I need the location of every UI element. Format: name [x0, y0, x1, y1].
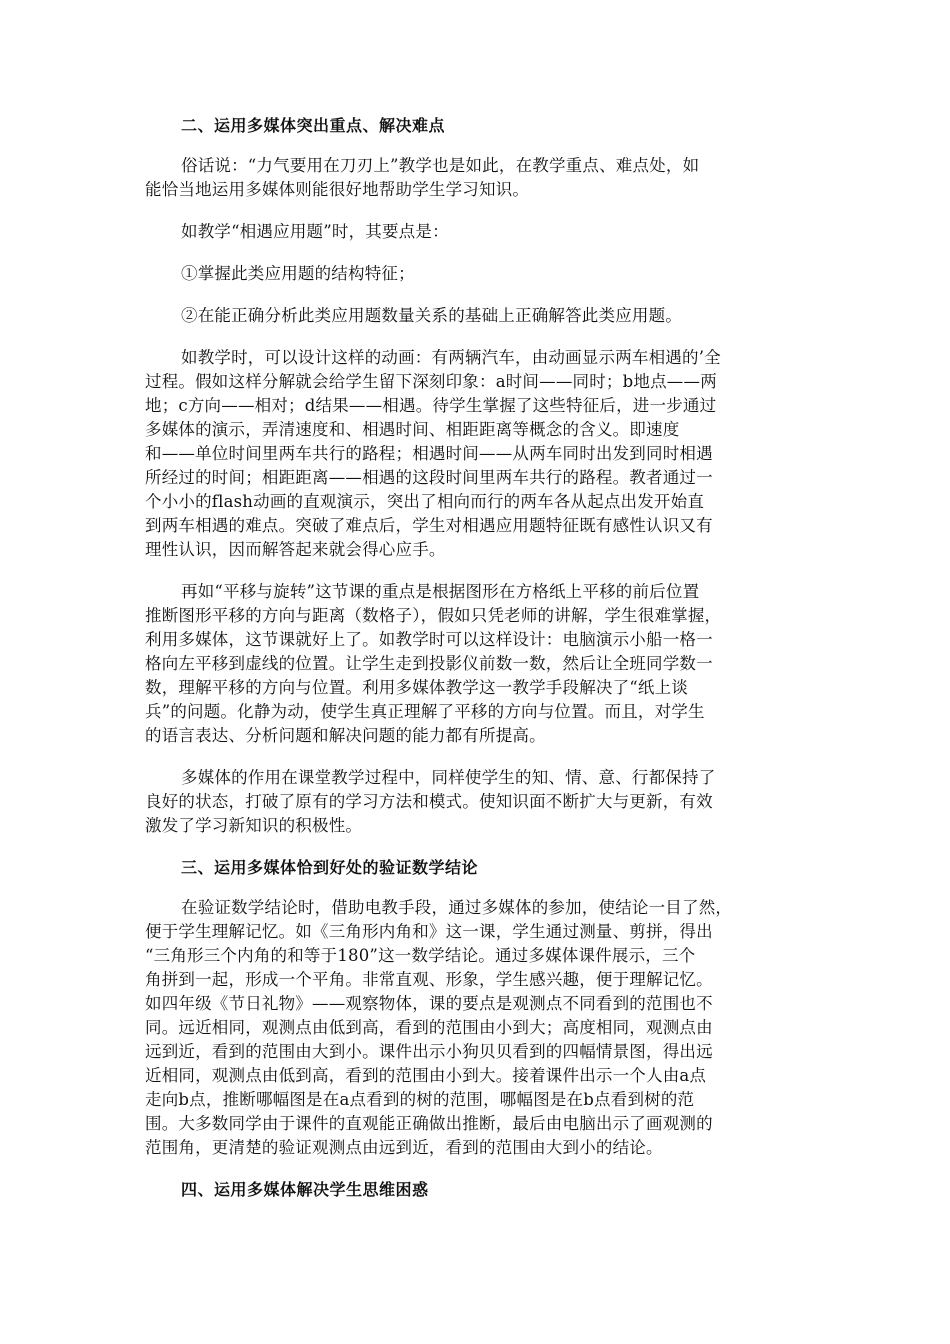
paragraph-line: 如教学时，可以设计这样的动画：有两辆汽车，由动画显示两车相遇的’全: [181, 348, 721, 367]
paragraph-line: 和——单位时间里两车共行的路程；相遇时间——从两车同时出发到同时相遇: [145, 444, 713, 463]
paragraph-line: 过程。假如这样分解就会给学生留下深刻印象：a时间——同时；b地点——两: [145, 372, 717, 391]
paragraph-line: 如四年级《节日礼物》——观察物体，课的要点是观测点不同看到的范围也不: [145, 994, 713, 1013]
body-paragraph: [145, 766, 800, 838]
paragraph-line: 便于学生理解记忆。如《三角形内角和》这一课，学生通过测量、剪拼，得出: [145, 922, 713, 941]
body-paragraph: [145, 262, 800, 286]
paragraph-line: 在验证数学结论时，借助电教手段，通过多媒体的参加，使结论一目了然，: [181, 898, 733, 917]
paragraph-line: 地；c方向——相对；d结果——相遇。待学生掌握了这些特征后，进一步通过: [145, 396, 717, 415]
paragraph-line: 范围角，更清楚的验证观测点由远到近，看到的范围由大到小的结论。: [145, 1138, 663, 1157]
paragraph-line: 俗话说：“力气要用在刀刃上”教学也是如此，在教学重点、难点处，如: [181, 156, 700, 175]
paragraph-line: 围。大多数同学由于课件的直观能正确做出推断，最后由电脑出示了画观测的: [145, 1114, 713, 1133]
section-heading: 三、运用多媒体恰到好处的验证数学结论: [181, 858, 479, 877]
paragraph-line: 到两车相遇的难点。突破了难点后，学生对相遇应用题特征既有感性认识又有: [145, 516, 713, 535]
paragraph-line: 角拼到一起，形成一个平角。非常直观、形象，学生感兴趣，便于理解记忆。: [145, 970, 713, 989]
body-paragraph: [145, 304, 800, 328]
paragraph-line: 近相同，观测点由低到高，看到的范围由小到大。接着课件出示一个人由a点: [145, 1066, 707, 1085]
paragraph-line: 推断图形平移的方向与距离（数格子），假如只凭老师的讲解，学生很难掌握，: [145, 606, 722, 625]
paragraph-line: 同。远近相同，观测点由低到高，看到的范围由小到大；高度相同，观测点由: [145, 1018, 713, 1037]
paragraph-line: 理性认识，因而解答起来就会得心应手。: [145, 540, 446, 559]
paragraph-line: 如教学“相遇应用题”时，其要点是：: [181, 222, 449, 241]
section-heading: 四、运用多媒体解决学生思维困惑: [181, 1180, 429, 1199]
paragraph-line: 走向b点，推断哪幅图是在a点看到的树的范围，哪幅图是在b点看到树的范: [145, 1090, 695, 1109]
section-heading: 二、运用多媒体突出重点、解决难点: [181, 116, 446, 135]
paragraph-line: 多媒体的作用在课堂教学过程中，同样使学生的知、情、意、行都保持了: [181, 768, 716, 787]
body-paragraph: [145, 896, 800, 1160]
paragraph-line: ②在能正确分析此类应用题数量关系的基础上正确解答此类应用题。: [181, 306, 682, 325]
body-paragraph: [145, 580, 800, 748]
body-paragraph: [145, 220, 800, 244]
paragraph-line: 再如“平移与旋转”这节课的重点是根据图形在方格纸上平移的前后位置: [181, 582, 700, 601]
paragraph-line: 激发了学习新知识的积极性。: [145, 816, 363, 835]
body-paragraph: [145, 154, 800, 202]
paragraph-line: 格向左平移到虚线的位置。让学生走到投影仪前数一数，然后让全班同学数一: [145, 654, 713, 673]
body-paragraph: [145, 346, 800, 562]
paragraph-line: 数，理解平移的方向与位置。利用多媒体教学这一教学手段解决了“纸上谈: [145, 678, 689, 697]
document-page: [145, 114, 800, 1218]
paragraph-line: 能恰当地运用多媒体则能很好地帮助学生学习知识。: [145, 180, 530, 199]
paragraph-line: 利用多媒体，这节课就好上了。如教学时可以这样设计：电脑演示小船一格一: [145, 630, 713, 649]
paragraph-line: 所经过的时间；相距距离——相遇的这段时间里两车共行的路程。教者通过一: [145, 468, 713, 487]
paragraph-line: ①掌握此类应用题的结构特征；: [181, 264, 415, 283]
paragraph-line: 的语言表达、分析问题和解决问题的能力都有所提高。: [145, 726, 546, 745]
paragraph-line: 多媒体的演示，弄清速度和、相遇时间、相距距离等概念的含义。即速度: [145, 420, 680, 439]
paragraph-line: 远到近，看到的范围由大到小。课件出示小狗贝贝看到的四幅情景图，得出远: [145, 1042, 713, 1061]
paragraph-line: “三角形三个内角的和等于180”这一数学结论。通过多媒体课件展示，三个: [145, 946, 696, 965]
paragraph-line: 兵”的问题。化静为动，使学生真正理解了平移的方向与位置。而且，对学生: [145, 702, 705, 721]
paragraph-line: 良好的状态，打破了原有的学习方法和模式。使知识面不断扩大与更新，有效: [145, 792, 713, 811]
paragraph-line: 个小小的flash动画的直观演示，突出了相向而行的两车各从起点出发开始直: [145, 492, 705, 511]
